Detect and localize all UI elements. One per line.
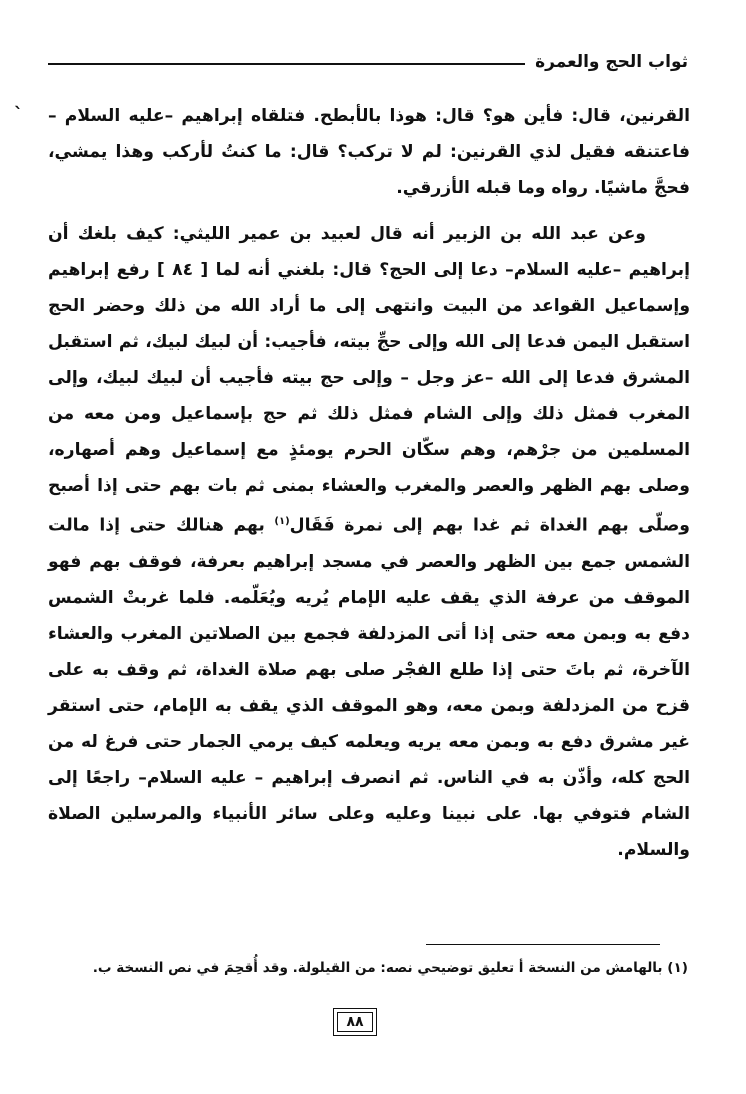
paragraph-text: بهم هنالك حتى إذا مالت الشمس جمع بين الظهر والعصر في مسجد إبراهيم بعرفة، فوقف بهم فهو الموقف من عرفة الذي يقف عليه الإمام يُريه ويُعَلّمه. فلما غربتْ الشمس دفع به وبمن معه حتى إذا أتى المزدلفة فجمع بين الصلاتين المغرب والعشاء الآخرة، ثم باتَ حتى إذا طلع الفجْر صلى بهم صلاة الغداة، ثم وقف به على قزح من المزدلفة وبمن معه، وهو الموقف الذي يقف به الإمام، حتى استقر غير مشرق دفع به وبمن معه يريه ويعلمه كيف يرمي الجمار حتى فرغ له من الحج كله، وأذّن به في الناس. ثم انصرف إبراهيم – عليه السلام– راجعًا إلى الشام فتوفي بها. على نبينا وعليه وعلى سائر الأنبياء والمرسلين الصلاة والسلام. [48,515,690,860]
paragraph [48,216,690,868]
main-text [48,98,690,868]
page-number-box [333,1008,377,1036]
paragraph: القرنين، قال: فأين هو؟ قال: هوذا بالأبطح. فتلقاه إبراهيم –عليه السلام – فاعتنقه فقيل لذي القرنين: لم لا تركب؟ قال: ما كنتُ لأركب وهذا يمشي، فحجَّ ماشيًا. رواه وما قبله الأزرقي. [48,106,690,198]
paragraph-text: وعن عبد الله بن الزبير أنه قال لعبيد بن عمير الليثي: كيف بلغك أن إبراهيم –عليه السلام– دعا إلى الحج؟ قال: بلغني أنه لما [ ٨٤ ] رفع إبراهيم وإسماعيل القواعد من البيت وانتهى إلى ما أراد الله من ذلك وحضر الحج استقبل اليمن فدعا إلى الله وإلى حجِّ بيته، فأجيب: أن لبيك لبيك، ثم استقبل المشرق فدعا إلى الله –عز وجل – وإلى حج بيته فأجيب أن لبيك لبيك، وإلى المغرب فمثل ذلك وإلى الشام فمثل ذلك ثم حج بإسماعيل ومن معه من المسلمين من جرْهم، وهم سكّان الحرم يومئذٍ مع إسماعيل وهم أصهاره، وصلى بهم الظهر والعصر والمغرب والعشاء بمنى ثم بات بهم حتى إذا أصبح وصلّى بهم الغداة ثم غدا بهم إلى نمرة فَقَال [48,224,690,536]
margin-mark: ` [14,104,23,125]
footnote-separator [426,944,660,945]
page-number: ٨٨ [337,1012,373,1032]
footnote-reference[interactable]: (١) [274,516,290,527]
running-header [48,48,688,76]
footnote: (١) بالهامش من النسخة أ تعليق توضيحي نصه: من القيلولة. وقد أُقحِمَ في نص النسخة ب. [92,960,688,976]
running-title: ثواب الحج والعمرة [535,52,688,72]
header-rule [48,63,525,65]
